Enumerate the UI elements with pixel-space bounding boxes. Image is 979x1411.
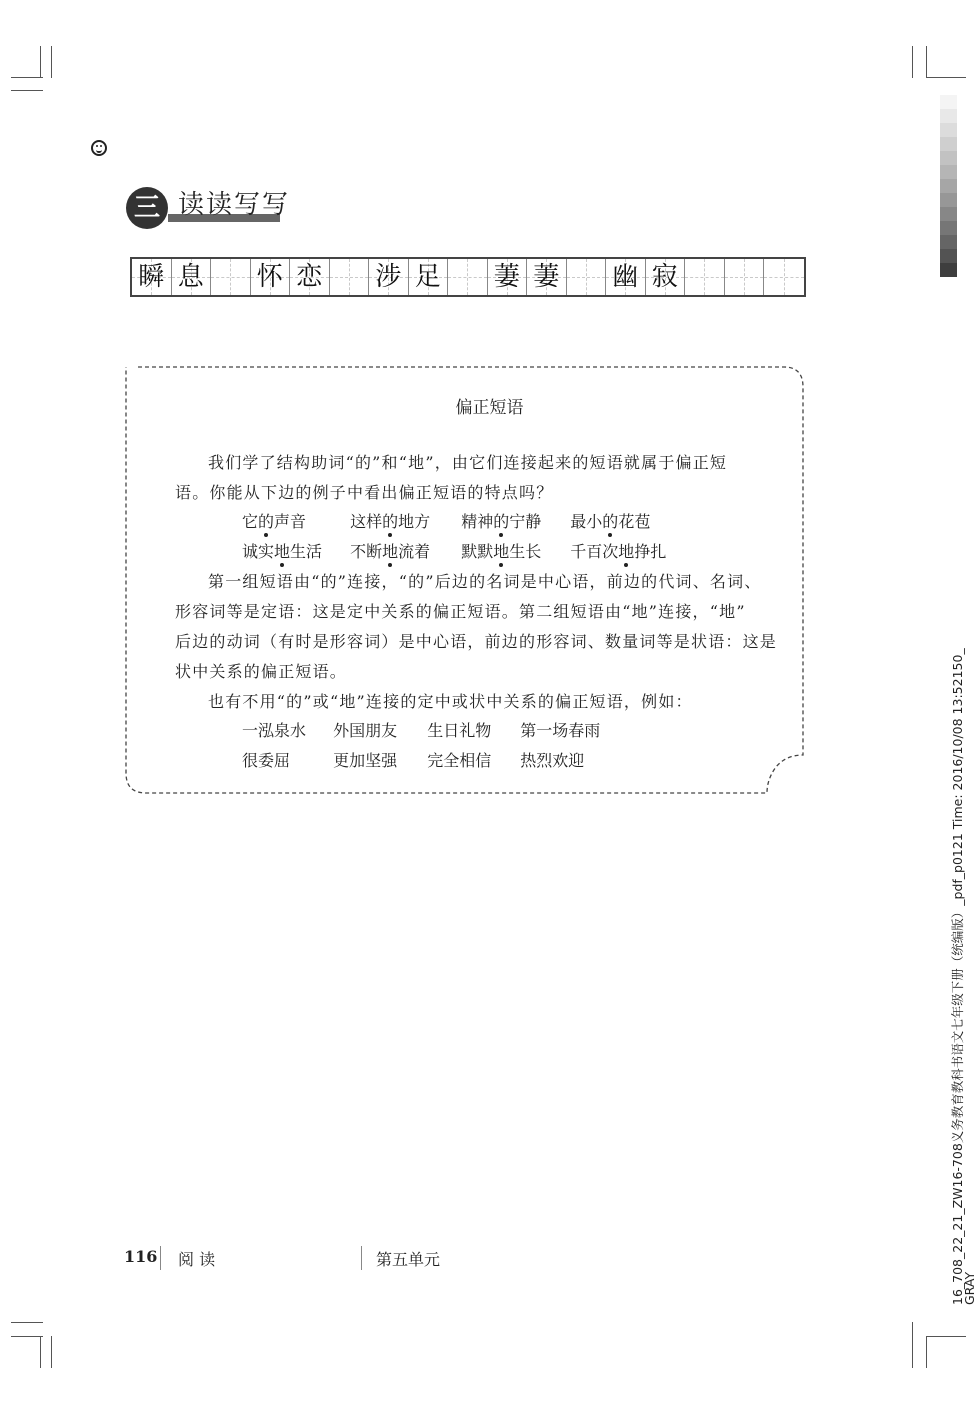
grid-cell: 息 [172, 259, 212, 295]
print-info-text: 16_708_22_21_ZW16-708义务教育教科书语文七年级下册（统编版）_pdf_p0121 Time: 2016/10/08 13:52150_ [950, 648, 965, 1305]
grid-cell [685, 259, 725, 295]
crop-mark [926, 46, 927, 78]
grid-cell: 涉 [369, 259, 409, 295]
grid-cell [764, 259, 804, 295]
footer-unit: 第五单元 [376, 1250, 441, 1269]
crop-mark [40, 46, 41, 78]
crop-mark [40, 1336, 41, 1368]
example-phrase: 更加坚强 [333, 751, 398, 770]
example-phrase: 外国朋友 [333, 721, 398, 740]
example-phrase: 一泓泉水 [242, 721, 307, 740]
example-row-no-particle-2 [242, 748, 584, 771]
example-phrase: 千百次地挣扎 [570, 539, 666, 562]
crop-mark [926, 1336, 927, 1368]
vocab-grid [130, 257, 806, 297]
example-row-no-particle-1 [242, 718, 600, 741]
grid-cell: 瞬 [132, 259, 172, 295]
grid-cell: 寂 [646, 259, 686, 295]
note-paragraph-1-line-2: 语。你能从下边的例子中看出偏正短语的特点吗？ [175, 483, 554, 502]
footer-divider [160, 1246, 161, 1270]
crop-mark [11, 1322, 43, 1323]
grid-cell: 萋 [488, 259, 528, 295]
grid-cell: 怀 [251, 259, 291, 295]
example-phrase: 第一场春雨 [520, 721, 601, 740]
grid-cell [330, 259, 370, 295]
example-phrase: 它的声音 [242, 509, 345, 532]
grid-cell: 足 [409, 259, 449, 295]
crop-mark [11, 1336, 43, 1337]
crop-mark [926, 77, 966, 78]
note-paragraph-2-line-3: 后边的动词（有时是形容词）是中心语，前边的形容词、数量词等是状语：这是 [175, 632, 778, 651]
note-title: 偏正短语 [455, 398, 524, 418]
note-paragraph-3: 也有不用“的”或“地”连接的定中或状中关系的偏正短语，例如： [208, 692, 693, 711]
crop-mark [912, 46, 913, 78]
note-paragraph-2-line-2: 形容词等是定语：这是定中关系的偏正短语。第二组短语由“地”连接，“地” [175, 602, 746, 621]
example-phrase: 默默地生长 [461, 539, 565, 562]
example-phrase: 生日礼物 [427, 721, 492, 740]
footer-divider [361, 1246, 362, 1270]
example-phrase: 精神的宁静 [461, 509, 565, 532]
grid-cell: 幽 [606, 259, 646, 295]
page-number: 116 [124, 1247, 158, 1266]
crop-mark [912, 1322, 913, 1368]
grid-cell [725, 259, 765, 295]
crop-mark [11, 77, 43, 78]
gray-scale-bar [940, 95, 957, 277]
grid-cell [567, 259, 607, 295]
grid-cell: 萋 [527, 259, 567, 295]
crop-mark [926, 1336, 966, 1337]
note-paragraph-1-line-1: 我们学了结构助词“的”和“地”，由它们连接起来的短语就属于偏正短 [208, 453, 728, 472]
example-phrase: 很委屈 [242, 751, 291, 770]
grid-cell: 恋 [290, 259, 330, 295]
note-paragraph-2-line-1: 第一组短语由“的”连接，“的”后边的名词是中心语，前边的代词、名词、 [208, 572, 762, 591]
example-phrase: 最小的花苞 [570, 509, 650, 532]
example-row-di [242, 539, 666, 562]
example-phrase: 诚实地生活 [242, 539, 345, 562]
crop-mark [11, 90, 43, 91]
smiley-icon [91, 140, 107, 156]
crop-mark [51, 1336, 52, 1368]
note-paragraph-2-line-4: 状中关系的偏正短语。 [175, 662, 348, 681]
section-title: 读读写写 [178, 190, 291, 220]
grid-cell [211, 259, 251, 295]
example-row-de [242, 509, 650, 532]
crop-mark [51, 46, 52, 78]
example-phrase: 热烈欢迎 [520, 751, 585, 770]
example-phrase: 这样的地方 [350, 509, 456, 532]
section-number-badge: 三 [126, 187, 168, 229]
print-gray-label: GRAY [962, 1271, 977, 1305]
footer-section: 阅 读 [178, 1250, 216, 1269]
example-phrase: 不断地流着 [350, 539, 456, 562]
example-phrase: 完全相信 [427, 751, 492, 770]
grid-cell [448, 259, 488, 295]
